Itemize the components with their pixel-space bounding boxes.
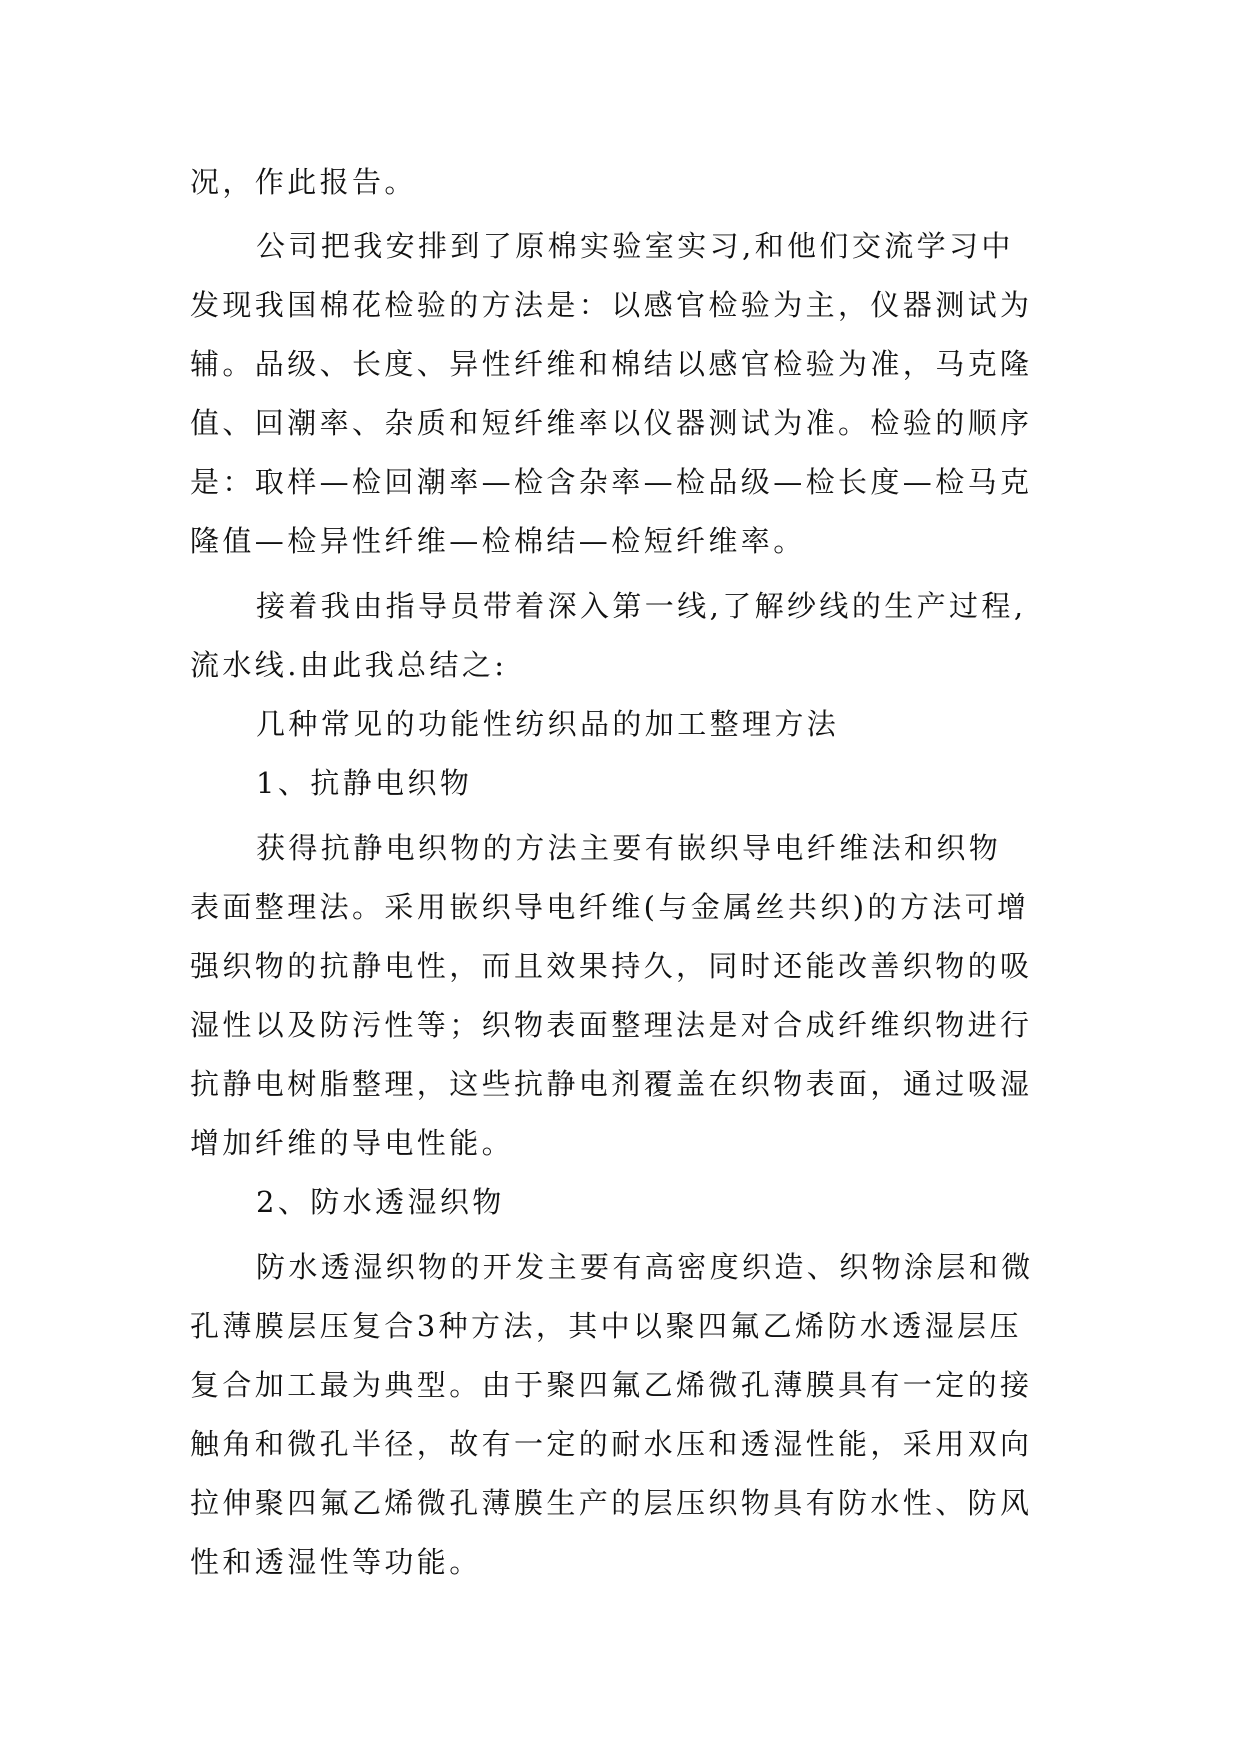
text-line: 触角和微孔半径，故有一定的耐水压和透湿性能，采用双向 xyxy=(190,1427,1033,1461)
text-line: 性和透湿性等功能。 xyxy=(190,1545,482,1579)
paragraph-first-line: 公司把我安排到了原棉实验室实习,和他们交流学习中 xyxy=(256,229,1014,263)
text-line: 流水线.由此我总结之: xyxy=(190,648,508,682)
paragraph-first-line: 防水透湿织物的开发主要有高密度织造、织物涂层和微 xyxy=(256,1250,1034,1284)
text-line: 增加纤维的导电性能。 xyxy=(190,1126,515,1160)
text-line: 发现我国棉花检验的方法是：以感官检验为主，仪器测试为 xyxy=(190,288,1033,322)
text-line: 拉伸聚四氟乙烯微孔薄膜生产的层压织物具有防水性、防风 xyxy=(190,1486,1033,1520)
paragraph-first-line: 接着我由指导员带着深入第一线,了解纱线的生产过程, xyxy=(256,589,1027,623)
text-line: 况，作此报告。 xyxy=(190,165,417,199)
subsection-heading: 2、防水透湿织物 xyxy=(256,1185,505,1219)
text-line: 抗静电树脂整理，这些抗静电剂覆盖在织物表面，通过吸湿 xyxy=(190,1067,1033,1101)
text-line: 表面整理法。采用嵌织导电纤维(与金属丝共织)的方法可增 xyxy=(190,890,1030,924)
text-line: 湿性以及防污性等；织物表面整理法是对合成纤维织物进行 xyxy=(190,1008,1033,1042)
text-line: 辅。品级、长度、异性纤维和棉结以感官检验为准，马克隆 xyxy=(190,347,1033,381)
text-line: 孔薄膜层压复合3种方法，其中以聚四氟乙烯防水透湿层压 xyxy=(190,1309,1022,1343)
text-line: 强织物的抗静电性，而且效果持久，同时还能改善织物的吸 xyxy=(190,949,1033,983)
text-line: 是：取样—检回潮率—检含杂率—检品级—检长度—检马克 xyxy=(190,465,1033,499)
text-line: 值、回潮率、杂质和短纤维率以仪器测试为准。检验的顺序 xyxy=(190,406,1033,440)
section-heading: 几种常见的功能性纺织品的加工整理方法 xyxy=(256,707,840,741)
text-line: 隆值—检异性纤维—检棉结—检短纤维率。 xyxy=(190,524,806,558)
text-line: 复合加工最为典型。由于聚四氟乙烯微孔薄膜具有一定的接 xyxy=(190,1368,1033,1402)
paragraph-first-line: 获得抗静电织物的方法主要有嵌织导电纤维法和织物 xyxy=(256,831,1002,865)
subsection-heading: 1、抗静电织物 xyxy=(256,766,473,800)
